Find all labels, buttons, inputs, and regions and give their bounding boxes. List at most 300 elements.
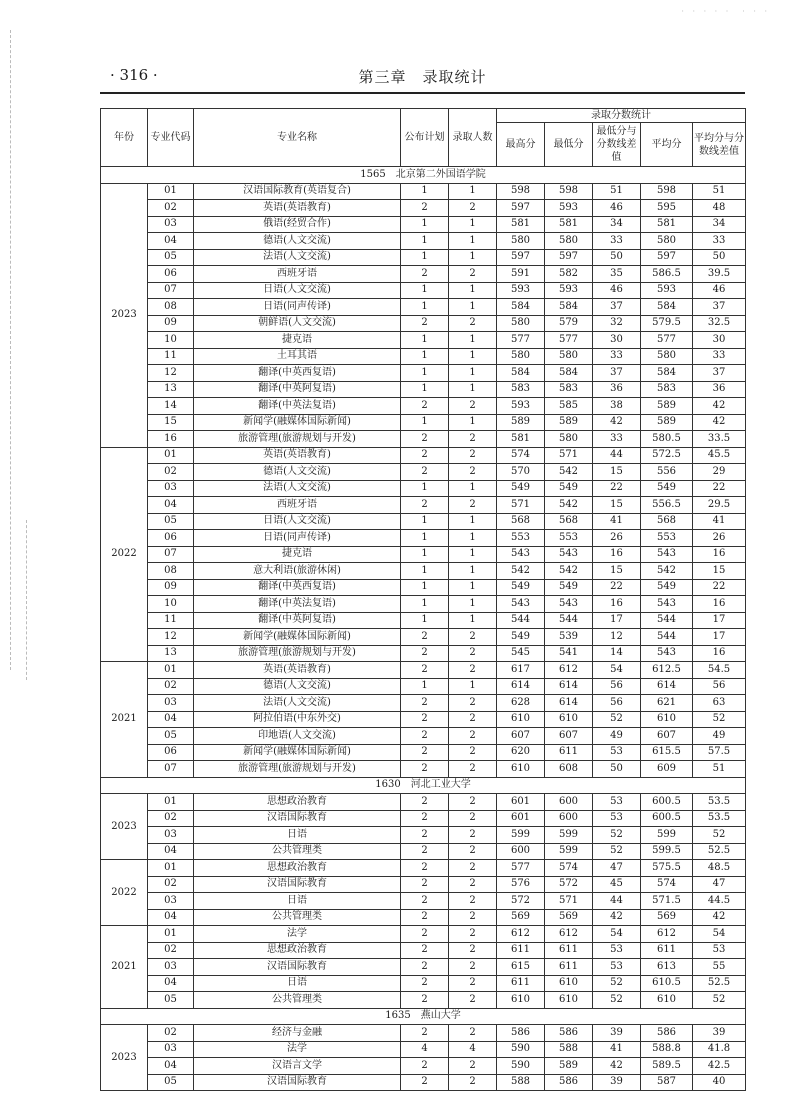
avg_diff-cell: 53.5 <box>693 794 746 811</box>
code-cell: 02 <box>148 942 194 959</box>
table-row <box>101 332 746 349</box>
code-cell: 02 <box>148 464 194 481</box>
avg-cell: 610 <box>641 992 693 1009</box>
code-cell: 02 <box>148 678 194 695</box>
admitted-cell: 1 <box>449 480 497 497</box>
major-cell: 旅游管理(旅游规划与开发) <box>194 431 401 448</box>
plan-cell: 1 <box>401 381 449 398</box>
admitted-cell: 2 <box>449 728 497 745</box>
table-row <box>101 662 746 679</box>
min-cell: 611 <box>545 959 593 976</box>
major-cell: 日语(同声传译) <box>194 299 401 316</box>
min_diff-cell: 52 <box>593 843 641 860</box>
major-cell: 经济与金融 <box>194 1025 401 1042</box>
avg_diff-cell: 41.8 <box>693 1041 746 1058</box>
admitted-cell: 1 <box>449 348 497 365</box>
code-cell: 07 <box>148 761 194 778</box>
major-cell: 法语(人文交流) <box>194 695 401 712</box>
major-cell: 翻译(中英阿复语) <box>194 612 401 629</box>
min_diff-cell: 54 <box>593 926 641 943</box>
max-cell: 589 <box>497 414 545 431</box>
avg-cell: 599.5 <box>641 843 693 860</box>
code-cell: 04 <box>148 497 194 514</box>
min_diff-cell: 56 <box>593 678 641 695</box>
admitted-cell: 2 <box>449 200 497 217</box>
max-cell: 549 <box>497 480 545 497</box>
max-cell: 543 <box>497 546 545 563</box>
admitted-cell: 1 <box>449 678 497 695</box>
avg-cell: 577 <box>641 332 693 349</box>
avg-cell: 549 <box>641 480 693 497</box>
avg_diff-cell: 29.5 <box>693 497 746 514</box>
major-cell: 思想政治教育 <box>194 860 401 877</box>
avg-cell: 586.5 <box>641 266 693 283</box>
table-row <box>101 959 746 976</box>
plan-cell: 2 <box>401 695 449 712</box>
avg-cell: 575.5 <box>641 860 693 877</box>
min_diff-cell: 15 <box>593 563 641 580</box>
admitted-cell: 1 <box>449 183 497 200</box>
max-cell: 588 <box>497 1074 545 1091</box>
avg-cell: 612.5 <box>641 662 693 679</box>
avg_diff-cell: 32.5 <box>693 315 746 332</box>
plan-cell: 1 <box>401 216 449 233</box>
code-cell: 14 <box>148 398 194 415</box>
table-row <box>101 695 746 712</box>
avg_diff-cell: 39 <box>693 1025 746 1042</box>
code-cell: 03 <box>148 827 194 844</box>
max-cell: 601 <box>497 794 545 811</box>
table-row <box>101 348 746 365</box>
major-cell: 英语(英语教育) <box>194 200 401 217</box>
code-cell: 03 <box>148 959 194 976</box>
admitted-cell: 2 <box>449 315 497 332</box>
avg_diff-cell: 44.5 <box>693 893 746 910</box>
min_diff-cell: 50 <box>593 761 641 778</box>
plan-cell: 2 <box>401 464 449 481</box>
avg-cell: 607 <box>641 728 693 745</box>
code-cell: 04 <box>148 975 194 992</box>
table-row <box>101 1025 746 1042</box>
avg-cell: 544 <box>641 612 693 629</box>
max-cell: 543 <box>497 596 545 613</box>
code-cell: 16 <box>148 431 194 448</box>
avg-cell: 597 <box>641 249 693 266</box>
plan-cell: 2 <box>401 810 449 827</box>
min_diff-cell: 45 <box>593 876 641 893</box>
min-cell: 542 <box>545 497 593 514</box>
plan-cell: 1 <box>401 299 449 316</box>
plan-cell: 2 <box>401 645 449 662</box>
admission-stats-table <box>100 108 746 1091</box>
admitted-cell: 2 <box>449 926 497 943</box>
min-cell: 586 <box>545 1074 593 1091</box>
plan-cell: 2 <box>401 843 449 860</box>
avg_diff-cell: 16 <box>693 596 746 613</box>
table-row <box>101 480 746 497</box>
avg_diff-cell: 53.5 <box>693 810 746 827</box>
code-cell: 10 <box>148 596 194 613</box>
avg-cell: 612 <box>641 926 693 943</box>
admitted-cell: 2 <box>449 876 497 893</box>
code-cell: 03 <box>148 216 194 233</box>
avg_diff-cell: 47 <box>693 876 746 893</box>
min-cell: 585 <box>545 398 593 415</box>
major-cell: 捷克语 <box>194 332 401 349</box>
major-cell: 印地语(人文交流) <box>194 728 401 745</box>
max-cell: 591 <box>497 266 545 283</box>
min-cell: 580 <box>545 431 593 448</box>
admitted-cell: 1 <box>449 596 497 613</box>
max-cell: 542 <box>497 563 545 580</box>
min-cell: 549 <box>545 579 593 596</box>
admitted-cell: 1 <box>449 282 497 299</box>
avg-cell: 600.5 <box>641 810 693 827</box>
min-cell: 580 <box>545 233 593 250</box>
avg-cell: 542 <box>641 563 693 580</box>
major-cell: 俄语(经贸合作) <box>194 216 401 233</box>
min-cell: 598 <box>545 183 593 200</box>
code-cell: 15 <box>148 414 194 431</box>
plan-cell: 2 <box>401 876 449 893</box>
avg_diff-cell: 17 <box>693 629 746 646</box>
avg-cell: 610.5 <box>641 975 693 992</box>
max-cell: 580 <box>497 348 545 365</box>
min-cell: 583 <box>545 381 593 398</box>
min-cell: 599 <box>545 827 593 844</box>
min_diff-cell: 50 <box>593 249 641 266</box>
min-cell: 542 <box>545 563 593 580</box>
min_diff-cell: 42 <box>593 909 641 926</box>
max-cell: 577 <box>497 332 545 349</box>
plan-cell: 1 <box>401 249 449 266</box>
avg_diff-cell: 52 <box>693 992 746 1009</box>
major-cell: 思想政治教育 <box>194 942 401 959</box>
avg-cell: 595 <box>641 200 693 217</box>
page-number: · 316 · <box>110 66 158 84</box>
code-cell: 13 <box>148 645 194 662</box>
major-cell: 法语(人文交流) <box>194 480 401 497</box>
max-cell: 570 <box>497 464 545 481</box>
avg-cell: 580 <box>641 233 693 250</box>
min_diff-cell: 41 <box>593 1041 641 1058</box>
table-row <box>101 249 746 266</box>
code-cell: 08 <box>148 563 194 580</box>
school-name: 1565 北京第二外国语学院 <box>101 167 746 184</box>
max-cell: 583 <box>497 381 545 398</box>
major-cell: 翻译(中英法复语) <box>194 398 401 415</box>
avg_diff-cell: 52.5 <box>693 975 746 992</box>
code-cell: 02 <box>148 1025 194 1042</box>
table-row <box>101 942 746 959</box>
margin-binding-line <box>26 520 27 680</box>
code-cell: 12 <box>148 365 194 382</box>
code-cell: 07 <box>148 282 194 299</box>
table-row <box>101 464 746 481</box>
code-cell: 02 <box>148 200 194 217</box>
plan-cell: 2 <box>401 992 449 1009</box>
table-row <box>101 1041 746 1058</box>
code-cell: 05 <box>148 513 194 530</box>
avg-cell: 599 <box>641 827 693 844</box>
table-row <box>101 299 746 316</box>
major-cell: 西班牙语 <box>194 497 401 514</box>
table-row <box>101 530 746 547</box>
major-cell: 法学 <box>194 1041 401 1058</box>
table-row <box>101 365 746 382</box>
table-row <box>101 381 746 398</box>
table-row <box>101 893 746 910</box>
min_diff-cell: 53 <box>593 959 641 976</box>
table-row <box>101 744 746 761</box>
plan-cell: 2 <box>401 975 449 992</box>
max-cell: 584 <box>497 365 545 382</box>
min_diff-cell: 32 <box>593 315 641 332</box>
avg-cell: 543 <box>641 546 693 563</box>
min_diff-cell: 33 <box>593 348 641 365</box>
year-cell: 2023 <box>101 1025 148 1091</box>
admitted-cell: 2 <box>449 711 497 728</box>
max-cell: 571 <box>497 497 545 514</box>
table-row <box>101 546 746 563</box>
min_diff-cell: 34 <box>593 216 641 233</box>
avg_diff-cell: 42.5 <box>693 1058 746 1075</box>
major-cell: 德语(人文交流) <box>194 233 401 250</box>
min-cell: 568 <box>545 513 593 530</box>
table-row <box>101 579 746 596</box>
plan-cell: 2 <box>401 909 449 926</box>
avg-cell: 589.5 <box>641 1058 693 1075</box>
plan-cell: 2 <box>401 662 449 679</box>
plan-cell: 2 <box>401 315 449 332</box>
avg-cell: 553 <box>641 530 693 547</box>
major-cell: 翻译(中英西复语) <box>194 365 401 382</box>
plan-cell: 2 <box>401 827 449 844</box>
max-cell: 580 <box>497 233 545 250</box>
min_diff-cell: 33 <box>593 233 641 250</box>
min-cell: 580 <box>545 348 593 365</box>
min-cell: 571 <box>545 447 593 464</box>
code-cell: 04 <box>148 711 194 728</box>
admitted-cell: 2 <box>449 975 497 992</box>
code-cell: 04 <box>148 843 194 860</box>
major-cell: 汉语国际教育 <box>194 959 401 976</box>
max-cell: 607 <box>497 728 545 745</box>
scan-artifact: · · · · · · · · <box>681 7 770 16</box>
avg-cell: 593 <box>641 282 693 299</box>
admitted-cell: 1 <box>449 612 497 629</box>
admitted-cell: 2 <box>449 398 497 415</box>
avg_diff-cell: 46 <box>693 282 746 299</box>
table-row <box>101 282 746 299</box>
major-cell: 日语 <box>194 827 401 844</box>
chapter-title: 第三章 录取统计 <box>358 68 487 86</box>
avg-cell: 588.8 <box>641 1041 693 1058</box>
max-cell: 593 <box>497 282 545 299</box>
admitted-cell: 2 <box>449 629 497 646</box>
plan-cell: 4 <box>401 1041 449 1058</box>
max-cell: 593 <box>497 398 545 415</box>
table-row <box>101 447 746 464</box>
col-admitted: 录取人数 <box>449 109 497 167</box>
min_diff-cell: 42 <box>593 414 641 431</box>
min-cell: 569 <box>545 909 593 926</box>
max-cell: 576 <box>497 876 545 893</box>
code-cell: 01 <box>148 860 194 877</box>
plan-cell: 1 <box>401 480 449 497</box>
admitted-cell: 1 <box>449 530 497 547</box>
max-cell: 568 <box>497 513 545 530</box>
max-cell: 610 <box>497 711 545 728</box>
admitted-cell: 1 <box>449 299 497 316</box>
min-cell: 589 <box>545 414 593 431</box>
admitted-cell: 2 <box>449 959 497 976</box>
avg_diff-cell: 15 <box>693 563 746 580</box>
min_diff-cell: 42 <box>593 1058 641 1075</box>
major-cell: 旅游管理(旅游规划与开发) <box>194 645 401 662</box>
max-cell: 590 <box>497 1058 545 1075</box>
max-cell: 584 <box>497 299 545 316</box>
max-cell: 610 <box>497 992 545 1009</box>
min-cell: 542 <box>545 464 593 481</box>
plan-cell: 1 <box>401 579 449 596</box>
admitted-cell: 1 <box>449 233 497 250</box>
min_diff-cell: 51 <box>593 183 641 200</box>
major-cell: 汉语国际教育(英语复合) <box>194 183 401 200</box>
avg_diff-cell: 40 <box>693 1074 746 1091</box>
avg-cell: 581 <box>641 216 693 233</box>
code-cell: 01 <box>148 794 194 811</box>
min-cell: 608 <box>545 761 593 778</box>
page-header <box>100 64 745 88</box>
code-cell: 03 <box>148 695 194 712</box>
avg-cell: 598 <box>641 183 693 200</box>
margin-binding-line <box>10 30 11 670</box>
table-body <box>101 167 746 1091</box>
table-row <box>101 414 746 431</box>
plan-cell: 2 <box>401 266 449 283</box>
min-cell: 543 <box>545 546 593 563</box>
col-min-diff: 最低分与分数线差值 <box>593 123 641 167</box>
table-row <box>101 728 746 745</box>
code-cell: 11 <box>148 612 194 629</box>
avg_diff-cell: 41 <box>693 513 746 530</box>
min_diff-cell: 16 <box>593 596 641 613</box>
table-row <box>101 200 746 217</box>
min_diff-cell: 12 <box>593 629 641 646</box>
max-cell: 590 <box>497 1041 545 1058</box>
avg_diff-cell: 48 <box>693 200 746 217</box>
avg_diff-cell: 45.5 <box>693 447 746 464</box>
plan-cell: 2 <box>401 1074 449 1091</box>
min_diff-cell: 53 <box>593 810 641 827</box>
code-cell: 01 <box>148 447 194 464</box>
code-cell: 01 <box>148 183 194 200</box>
admitted-cell: 1 <box>449 216 497 233</box>
major-cell: 汉语国际教育 <box>194 1074 401 1091</box>
min_diff-cell: 36 <box>593 381 641 398</box>
avg_diff-cell: 29 <box>693 464 746 481</box>
plan-cell: 2 <box>401 860 449 877</box>
col-major: 专业名称 <box>194 109 401 167</box>
avg_diff-cell: 56 <box>693 678 746 695</box>
col-avg: 平均分 <box>641 123 693 167</box>
major-cell: 日语(人文交流) <box>194 282 401 299</box>
col-plan: 公布计划 <box>401 109 449 167</box>
plan-cell: 2 <box>401 926 449 943</box>
table-row <box>101 794 746 811</box>
min-cell: 544 <box>545 612 593 629</box>
avg_diff-cell: 63 <box>693 695 746 712</box>
admitted-cell: 2 <box>449 447 497 464</box>
table-row <box>101 596 746 613</box>
min_diff-cell: 54 <box>593 662 641 679</box>
max-cell: 580 <box>497 315 545 332</box>
max-cell: 611 <box>497 942 545 959</box>
code-cell: 01 <box>148 662 194 679</box>
avg_diff-cell: 52 <box>693 827 746 844</box>
admitted-cell: 2 <box>449 810 497 827</box>
col-avg-diff: 平均分与分数线差值 <box>693 123 746 167</box>
avg_diff-cell: 42 <box>693 414 746 431</box>
avg_diff-cell: 33.5 <box>693 431 746 448</box>
plan-cell: 2 <box>401 200 449 217</box>
avg_diff-cell: 33 <box>693 233 746 250</box>
max-cell: 545 <box>497 645 545 662</box>
min_diff-cell: 47 <box>593 860 641 877</box>
min_diff-cell: 41 <box>593 513 641 530</box>
avg-cell: 571.5 <box>641 893 693 910</box>
min_diff-cell: 53 <box>593 744 641 761</box>
plan-cell: 1 <box>401 546 449 563</box>
plan-cell: 1 <box>401 530 449 547</box>
admitted-cell: 1 <box>449 249 497 266</box>
plan-cell: 2 <box>401 398 449 415</box>
col-max: 最高分 <box>497 123 545 167</box>
col-score-group: 录取分数统计 <box>497 109 746 123</box>
year-cell: 2021 <box>101 926 148 1009</box>
major-cell: 英语(英语教育) <box>194 447 401 464</box>
major-cell: 翻译(中英法复语) <box>194 596 401 613</box>
plan-cell: 1 <box>401 414 449 431</box>
min_diff-cell: 37 <box>593 365 641 382</box>
min-cell: 612 <box>545 662 593 679</box>
min_diff-cell: 39 <box>593 1074 641 1091</box>
avg_diff-cell: 33 <box>693 348 746 365</box>
max-cell: 620 <box>497 744 545 761</box>
major-cell: 公共管理类 <box>194 992 401 1009</box>
table-row <box>101 563 746 580</box>
header-rule <box>100 92 745 94</box>
min-cell: 597 <box>545 249 593 266</box>
year-cell: 2021 <box>101 662 148 778</box>
major-cell: 新闻学(融媒体国际新闻) <box>194 744 401 761</box>
max-cell: 549 <box>497 629 545 646</box>
min-cell: 574 <box>545 860 593 877</box>
plan-cell: 1 <box>401 612 449 629</box>
min_diff-cell: 15 <box>593 464 641 481</box>
avg_diff-cell: 51 <box>693 183 746 200</box>
min-cell: 584 <box>545 365 593 382</box>
code-cell: 05 <box>148 728 194 745</box>
min-cell: 612 <box>545 926 593 943</box>
code-cell: 03 <box>148 480 194 497</box>
admitted-cell: 2 <box>449 744 497 761</box>
avg_diff-cell: 34 <box>693 216 746 233</box>
max-cell: 601 <box>497 810 545 827</box>
table-row <box>101 909 746 926</box>
avg_diff-cell: 48.5 <box>693 860 746 877</box>
